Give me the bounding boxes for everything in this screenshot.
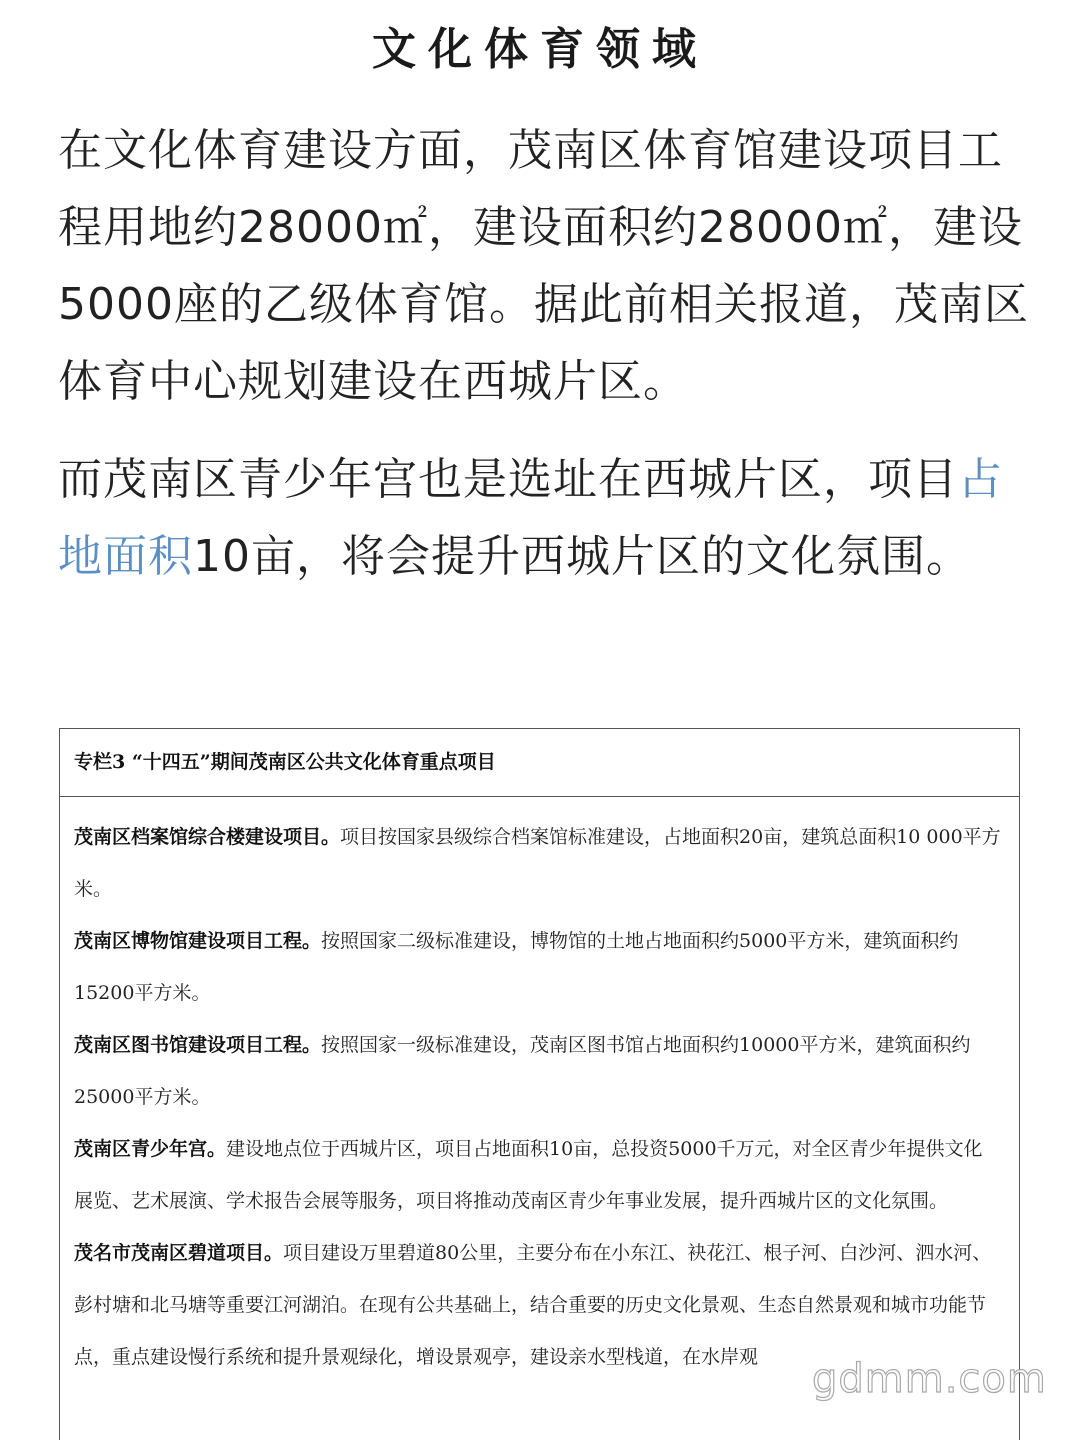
list-item [74, 1123, 1001, 1227]
youth-palace-paragraph [58, 441, 1030, 595]
item-title: 茂南区档案馆综合楼建设项目。 [74, 826, 341, 848]
table-header: 专栏3 “十四五”期间茂南区公共文化体育重点项目 [60, 729, 1019, 797]
list-item [74, 811, 1001, 915]
key-projects-table [59, 728, 1020, 1440]
list-item [74, 1019, 1001, 1123]
item-title: 茂南区图书馆建设项目工程。 [74, 1034, 322, 1056]
item-text: 项目建设万里碧道80公里，主要分布在小东江、袂花江、根子河、白沙河、泗水河、彭村塘和北马塘等重要江河湖泊。在现有公共基础上，结合重要的历史文化景观、生态自然景观和城市功能节点，重点建设慢行系统和提升景观绿化，增设景观亭，建设亲水型栈道，在水岸观 [74, 1242, 992, 1368]
list-item [74, 915, 1001, 1019]
paragraph-text-after: 10亩，将会提升西城片区的文化氛围。 [193, 531, 971, 582]
intro-paragraph: 在文化体育建设方面，茂南区体育馆建设项目工程用地约28000㎡，建设面积约28000㎡，建设5000座的乙级体育馆。据此前相关报道，茂南区体育中心规划建设在西城片区。 [58, 125, 1029, 407]
item-title: 茂南区青少年宫。 [74, 1138, 227, 1160]
page-title: 文化体育领域 [372, 24, 708, 75]
table-body [60, 797, 1019, 1383]
item-text: 按照国家一级标准建设，茂南区图书馆占地面积约10000平方米，建筑面积约25000平方米。 [74, 1034, 971, 1108]
item-text: 项目按国家县级综合档案馆标准建设，占地面积20亩，建筑总面积10 000平方米。 [74, 826, 1001, 900]
item-text: 按照国家二级标准建设，博物馆的土地占地面积约5000平方米，建筑面积约15200平方米。 [74, 930, 959, 1004]
item-text: 建设地点位于西城片区，项目占地面积10亩，总投资5000千万元，对全区青少年提供文化展览、艺术展演、学术报告会展等服务，项目将推动茂南区青少年事业发展，提升西城片区的文化氛围。 [74, 1138, 983, 1212]
item-title: 茂南区博物馆建设项目工程。 [74, 930, 322, 952]
watermark: gdmm.com [812, 1356, 1047, 1402]
paragraph-text-before: 而茂南区青少年宫也是选址在西城片区，项目 [58, 454, 958, 505]
land-area-link[interactable]: 占地面积 [58, 454, 1003, 582]
item-title: 茂名市茂南区碧道项目。 [74, 1242, 284, 1264]
